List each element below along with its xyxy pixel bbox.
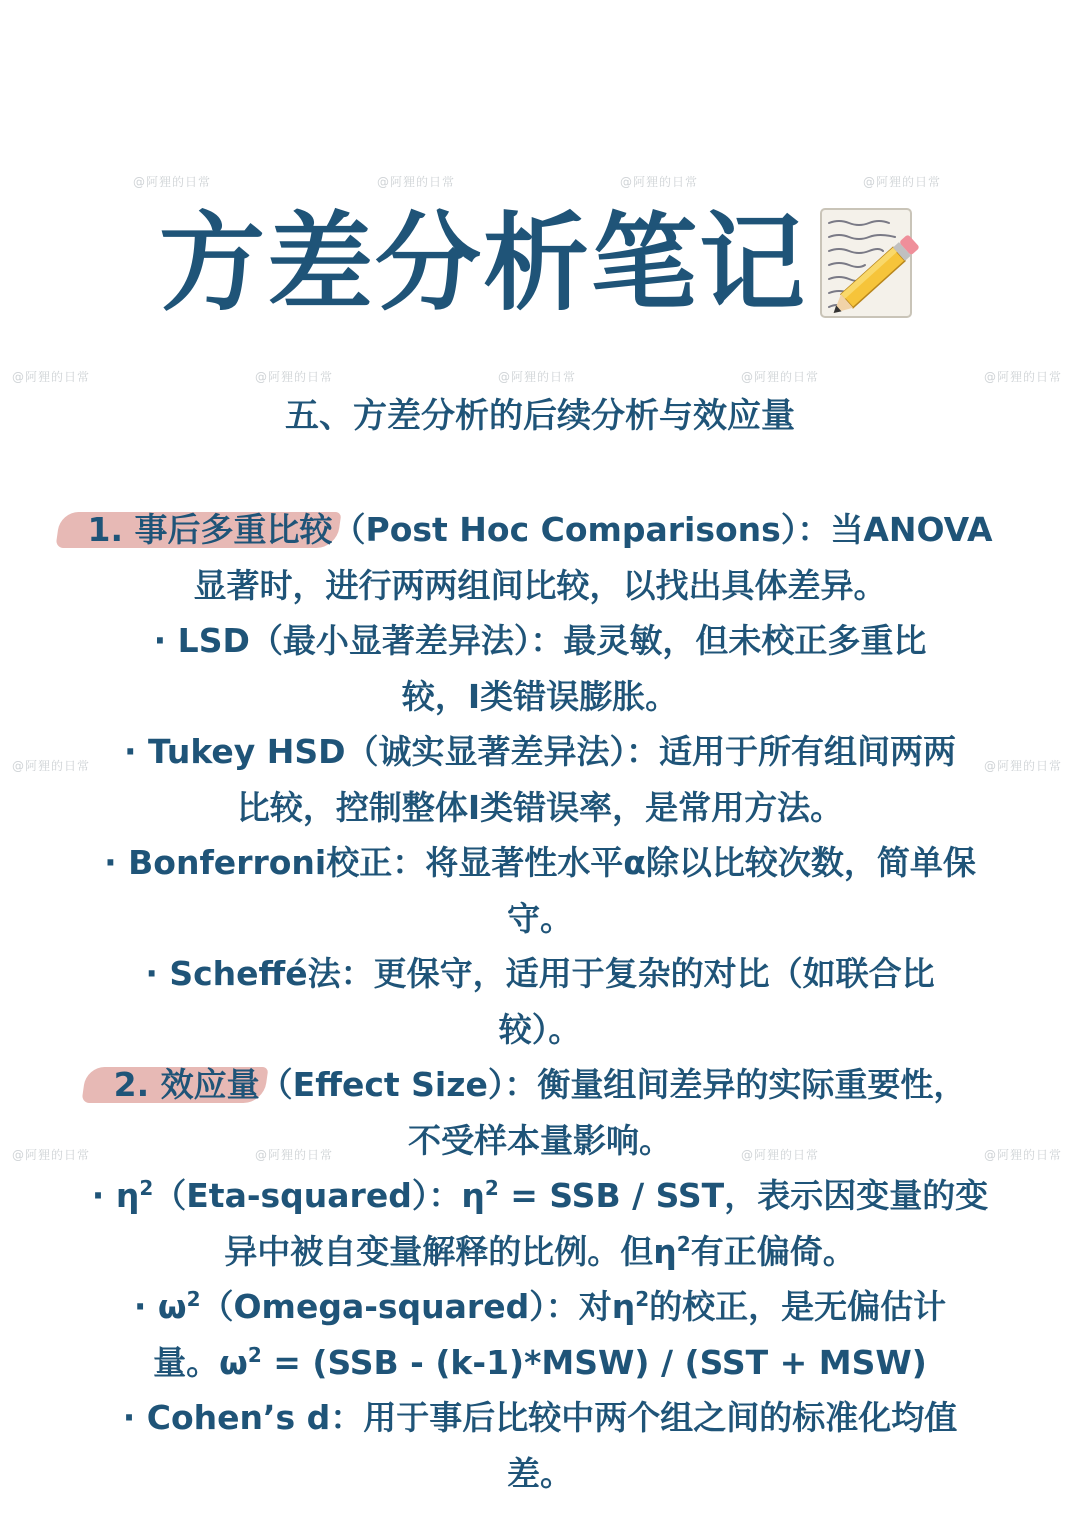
watermark: @阿狸的日常: [498, 370, 577, 384]
memo-pencil-icon: [817, 205, 921, 323]
watermark: @阿狸的日常: [133, 175, 212, 189]
watermark: @阿狸的日常: [255, 1148, 334, 1162]
omega-item: [40, 1335, 1040, 1391]
section-subtitle: 五、方差分析的后续分析与效应量: [285, 396, 795, 436]
superscript: 2: [139, 1176, 154, 1200]
omega-text: （Omega-squared）：对η: [200, 1287, 636, 1326]
omega-item: [40, 1279, 1040, 1335]
scheffe-item: 较）。: [498, 1009, 582, 1049]
omega-text: · ω: [133, 1287, 187, 1326]
bonferroni-item: 守。: [507, 898, 573, 938]
title-row: [0, 202, 1080, 325]
watermark: @阿狸的日常: [12, 759, 91, 773]
superscript: 2: [676, 1231, 691, 1256]
watermark: @阿狸的日常: [741, 370, 820, 384]
section2-line: [40, 1057, 1040, 1113]
omega-text: 量。ω: [153, 1342, 248, 1382]
watermark: @阿狸的日常: [12, 1148, 91, 1162]
superscript: 2: [635, 1287, 650, 1311]
omega-text: = (SSB - (k-1)*MSW) / (SST + MSW): [261, 1342, 927, 1382]
lsd-item: · LSD（最小显著差异法）：最灵敏，但未校正多重比: [153, 621, 927, 660]
watermark: @阿狸的日常: [984, 1148, 1063, 1162]
section2-heading: 2. 效应量: [114, 1057, 260, 1113]
watermark: @阿狸的日常: [984, 370, 1063, 384]
watermark: @阿狸的日常: [620, 175, 699, 189]
eta-text: = SSB / SST，表示因变量的变: [498, 1176, 989, 1215]
watermark: @阿狸的日常: [741, 1148, 820, 1162]
scheffe-item: · Scheffé法：更保守，适用于复杂的对比（如联合比: [145, 954, 935, 993]
section1-intro: （Post Hoc Comparisons）：当ANOVA: [332, 510, 993, 549]
page-title: 方差分析笔记: [159, 202, 807, 325]
eta-text: 有正偏倚。: [690, 1231, 856, 1271]
section1-line: 显著时，进行两两组间比较，以找出具体差异。: [193, 565, 887, 605]
section1-heading: 1. 事后多重比较: [88, 502, 333, 558]
eta-item: [40, 1224, 1040, 1280]
notes-body: [40, 502, 1040, 1501]
cohen-item: 差。: [507, 1453, 573, 1493]
cohen-item: · Cohen’s d：用于事后比较中两个组之间的标准化均值: [122, 1398, 958, 1437]
lsd-item: 较，I类错误膨胀。: [401, 676, 679, 716]
section2-line: 不受样本量影响。: [408, 1120, 672, 1160]
omega-text: 的校正，是无偏估计: [649, 1287, 947, 1326]
watermark: @阿狸的日常: [255, 370, 334, 384]
superscript: 2: [186, 1287, 201, 1311]
superscript: 2: [247, 1342, 262, 1367]
tukey-item: · Tukey HSD（诚实显著差异法）：适用于所有组间两两: [123, 732, 957, 771]
eta-item: [40, 1168, 1040, 1224]
watermark: @阿狸的日常: [12, 370, 91, 384]
watermark: @阿狸的日常: [984, 759, 1063, 773]
watermark: @阿狸的日常: [863, 175, 942, 189]
eta-text: 异中被自变量解释的比例。但η: [224, 1231, 677, 1271]
superscript: 2: [484, 1176, 499, 1200]
section2-intro: （Effect Size）：衡量组间差异的实际重要性，: [259, 1065, 967, 1104]
eta-text: （Eta-squared）：η: [153, 1176, 485, 1215]
section1-line: [40, 502, 1040, 558]
bonferroni-item: · Bonferroni校正：将显著性水平α除以比较次数，简单保: [104, 843, 976, 882]
tukey-item: 比较，控制整体I类错误率，是常用方法。: [236, 787, 844, 827]
watermark: @阿狸的日常: [377, 175, 456, 189]
eta-text: · η: [91, 1176, 140, 1215]
